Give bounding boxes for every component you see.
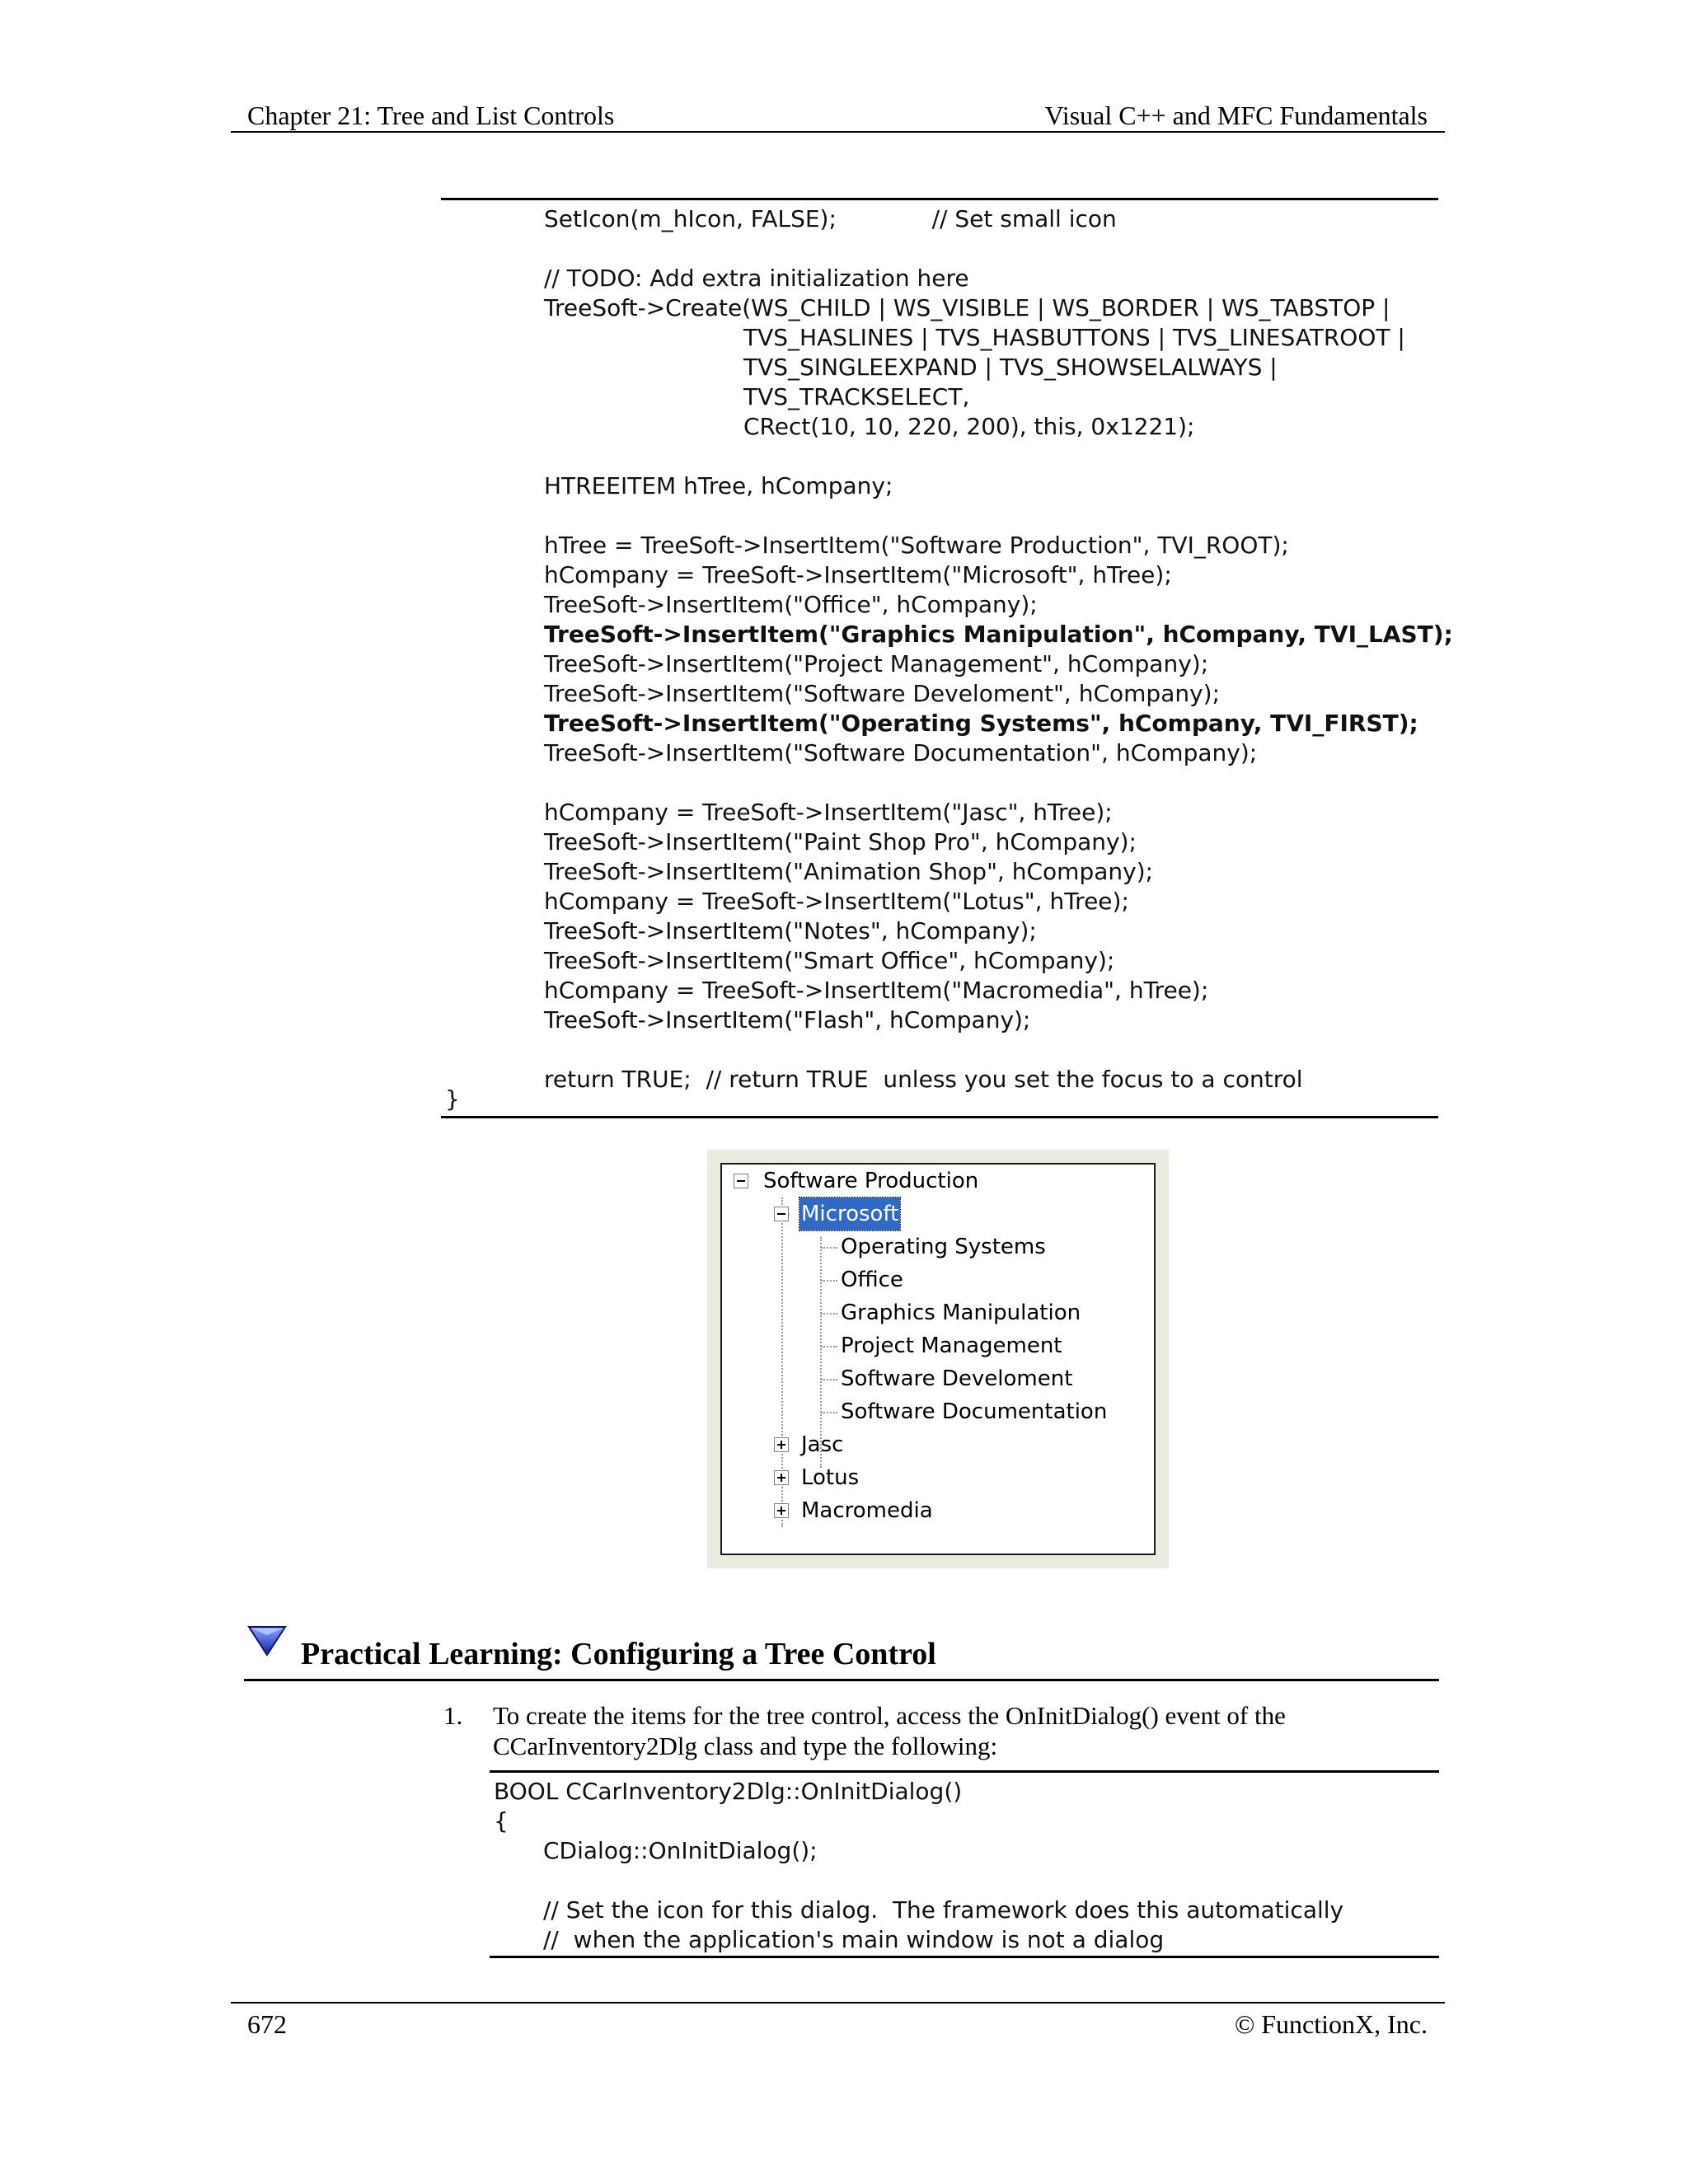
step-text: To create the items for the tree control, access the OnInitDialog() event of the CCarInventory2Dlg class and type the following: bbox=[493, 1701, 1286, 1760]
tree-control[interactable] bbox=[720, 1163, 1156, 1555]
code-line: BOOL CCarInventory2Dlg::OnInitDialog() bbox=[494, 1778, 963, 1805]
section-rule bbox=[244, 1679, 1439, 1681]
code-line: TreeSoft->InsertItem("Operating Systems", hCompany, TVI_FIRST); bbox=[544, 710, 1418, 737]
listing2-bottom-rule bbox=[490, 1956, 1439, 1958]
collapse-microsoft-icon[interactable] bbox=[774, 1207, 789, 1221]
footer-rule bbox=[231, 2002, 1445, 2004]
tree-item-company[interactable]: Lotus bbox=[801, 1465, 860, 1490]
code-line bbox=[544, 501, 1453, 531]
blue-down-triangle-icon bbox=[246, 1622, 288, 1658]
code-line: return TRUE; // return TRUE unless you set the focus to a control bbox=[544, 1066, 1303, 1093]
code-line: hCompany = TreeSoft->InsertItem("Lotus", hTree); bbox=[544, 888, 1129, 915]
collapse-root-icon[interactable] bbox=[734, 1174, 748, 1188]
listing-bottom-rule bbox=[441, 1116, 1438, 1118]
code-line bbox=[494, 1866, 1343, 1896]
running-header-chapter: Chapter 21: Tree and List Controls bbox=[247, 101, 615, 130]
code-line bbox=[544, 234, 1453, 264]
code-line: TreeSoft->InsertItem("Graphics Manipulation", hCompany, TVI_LAST); bbox=[544, 621, 1453, 648]
code-line: TreeSoft->InsertItem("Software Documentation", hCompany); bbox=[544, 739, 1258, 766]
code-line: HTREEITEM hTree, hCompany; bbox=[544, 472, 893, 499]
code-line: // Set the icon for this dialog. The framework does this automatically bbox=[543, 1896, 1344, 1924]
tree-item-company[interactable]: Macromedia bbox=[801, 1498, 933, 1523]
running-header-book: Visual C++ and MFC Fundamentals bbox=[1044, 101, 1428, 130]
tree-item-child[interactable]: Office bbox=[841, 1268, 903, 1292]
step-number: 1. bbox=[443, 1701, 463, 1730]
page-number: 672 bbox=[247, 2009, 287, 2039]
code-line: TreeSoft->InsertItem("Software Develoment", hCompany); bbox=[544, 680, 1221, 707]
code-line: hCompany = TreeSoft->InsertItem("Macromedia", hTree); bbox=[544, 977, 1209, 1004]
tree-item-company[interactable]: Jasc bbox=[801, 1432, 844, 1457]
expand-icon[interactable] bbox=[774, 1470, 789, 1485]
code-line bbox=[544, 442, 1453, 471]
section-title: Practical Learning: Configuring a Tree Control bbox=[301, 1637, 936, 1671]
code-line: TreeSoft->InsertItem("Project Management", hCompany); bbox=[544, 650, 1209, 677]
code-line: TreeSoft->InsertItem("Smart Office", hCompany); bbox=[544, 947, 1115, 974]
listing2-top-rule bbox=[490, 1770, 1439, 1773]
code-line: // TODO: Add extra initialization here bbox=[544, 265, 969, 292]
code-line: TVS_SINGLEEXPAND | TVS_SHOWSELALWAYS | bbox=[743, 354, 1278, 381]
code-line: hTree = TreeSoft->InsertItem("Software Production", TVI_ROOT); bbox=[544, 532, 1289, 559]
code-line: TreeSoft->Create(WS_CHILD | WS_VISIBLE | WS_BORDER | WS_TABSTOP | bbox=[544, 294, 1390, 321]
code-line: TVS_TRACKSELECT, bbox=[743, 383, 970, 410]
expand-icon[interactable] bbox=[774, 1503, 789, 1518]
tree-item-child[interactable]: Project Management bbox=[841, 1333, 1062, 1358]
code-line bbox=[544, 768, 1453, 798]
code-line: hCompany = TreeSoft->InsertItem("Microsoft", hTree); bbox=[544, 561, 1172, 588]
code-line: CDialog::OnInitDialog(); bbox=[543, 1837, 818, 1864]
code-line: hCompany = TreeSoft->InsertItem("Jasc", hTree); bbox=[544, 799, 1113, 826]
code-line: // when the application's main window is not a dialog bbox=[543, 1926, 1165, 1953]
header-rule bbox=[231, 131, 1445, 133]
tree-item-child[interactable]: Graphics Manipulation bbox=[841, 1301, 1081, 1325]
code-line: TreeSoft->InsertItem("Flash", hCompany); bbox=[544, 1006, 1031, 1033]
code-line: TVS_HASLINES | TVS_HASBUTTONS | TVS_LINESATROOT | bbox=[743, 324, 1405, 351]
code-line: SetIcon(m_hIcon, FALSE); // Set small icon bbox=[544, 205, 1117, 232]
code-listing-oninitdialog bbox=[544, 204, 1453, 1094]
code-line: { bbox=[494, 1807, 509, 1835]
code-listing-carinventory bbox=[494, 1777, 1343, 1955]
code-line bbox=[544, 1035, 1453, 1065]
tree-item-child[interactable]: Operating Systems bbox=[841, 1235, 1046, 1259]
tree-control-screenshot bbox=[707, 1150, 1169, 1568]
code-line: TreeSoft->InsertItem("Office", hCompany); bbox=[544, 591, 1038, 618]
copyright: © FunctionX, Inc. bbox=[1234, 2009, 1428, 2039]
code-line: TreeSoft->InsertItem("Paint Shop Pro", hCompany); bbox=[544, 828, 1137, 855]
tree-item-selected[interactable]: Microsoft bbox=[799, 1197, 900, 1230]
tree-item-root[interactable]: Software Production bbox=[763, 1169, 979, 1193]
tree-item-child[interactable]: Software Documentation bbox=[841, 1399, 1108, 1424]
expand-icon[interactable] bbox=[774, 1437, 789, 1452]
code-closing-brace: } bbox=[445, 1085, 460, 1113]
code-line: TreeSoft->InsertItem("Animation Shop", hCompany); bbox=[544, 858, 1154, 885]
code-line: TreeSoft->InsertItem("Notes", hCompany); bbox=[544, 917, 1037, 944]
listing-top-rule bbox=[441, 198, 1438, 200]
code-line: CRect(10, 10, 220, 200), this, 0x1221); bbox=[743, 413, 1195, 440]
tree-item-child[interactable]: Software Develoment bbox=[841, 1366, 1073, 1391]
